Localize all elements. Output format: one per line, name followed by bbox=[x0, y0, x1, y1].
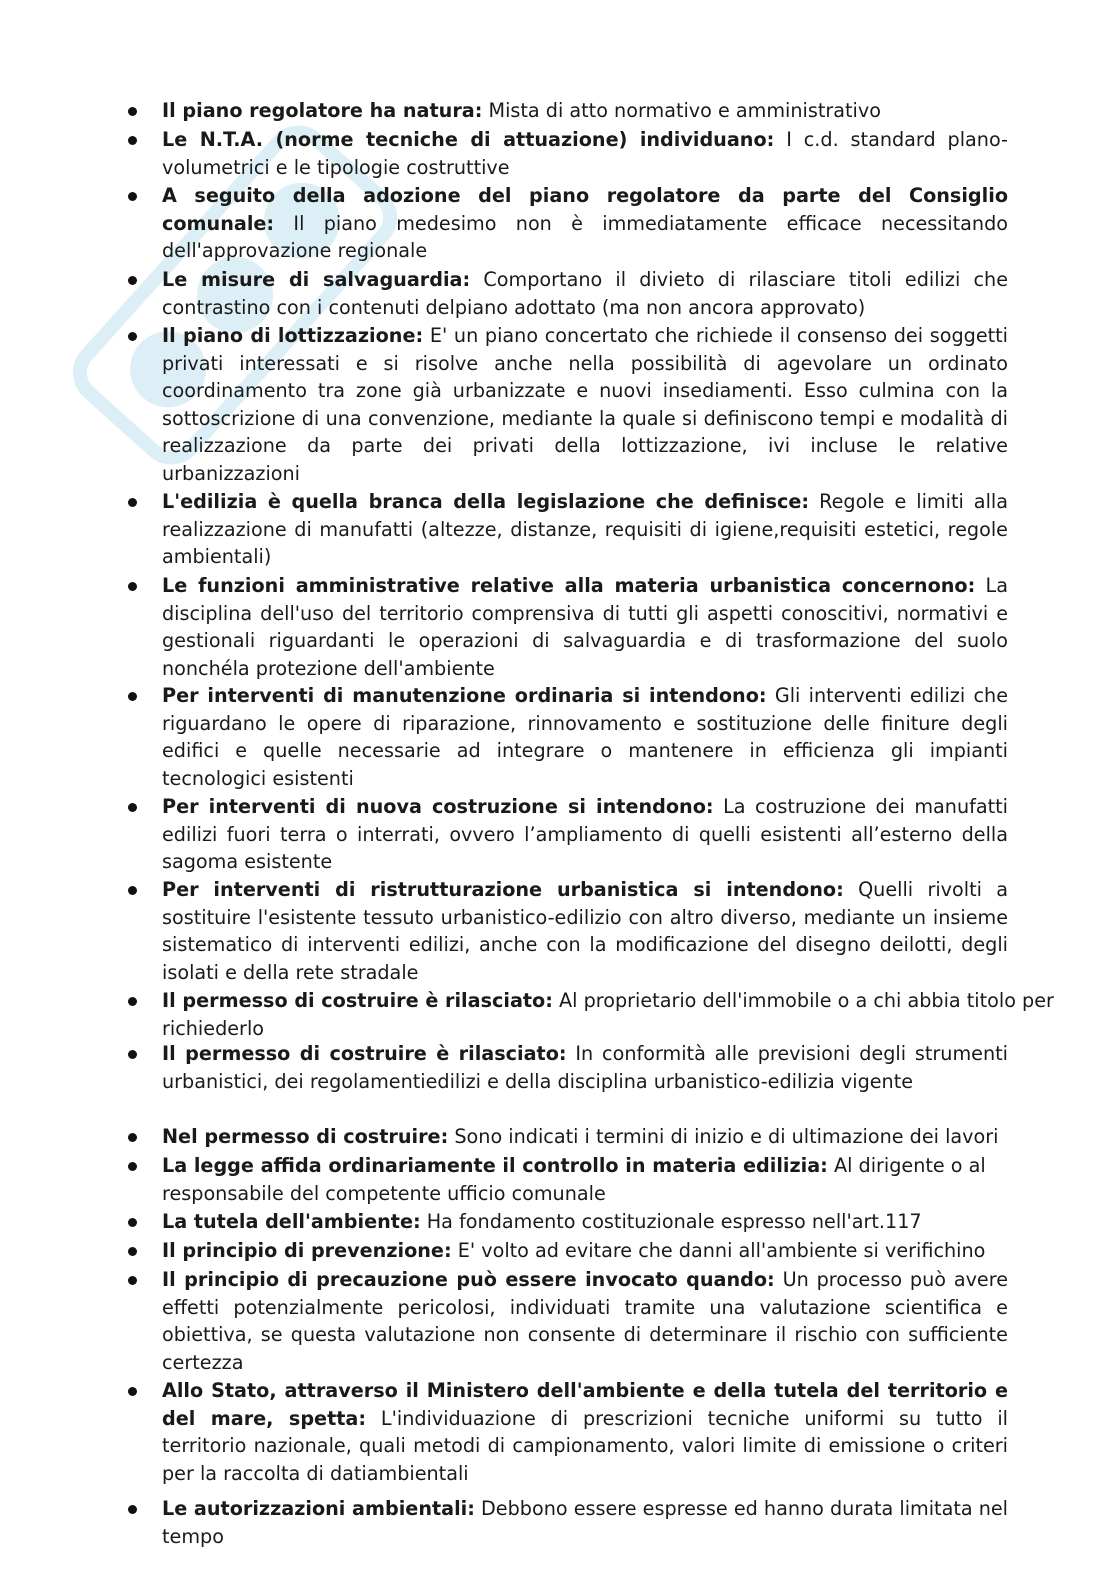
question-text: Per interventi di manutenzione ordinaria si intendono: bbox=[162, 684, 767, 707]
question-text: L'edilizia è quella branca della legislazione che definisce: bbox=[162, 490, 810, 513]
bullet-icon bbox=[128, 1276, 137, 1285]
answer-text: Ha fondamento costituzionale espresso nell'art.117 bbox=[426, 1210, 922, 1233]
bullet-icon bbox=[128, 107, 137, 116]
bullet-icon bbox=[128, 1050, 137, 1059]
answer-text: I c.d. standard plano-volumetrici e le tipologie costruttive bbox=[162, 128, 1008, 179]
list-item bbox=[162, 488, 1008, 571]
list-item bbox=[162, 97, 1008, 125]
bullet-icon bbox=[128, 192, 137, 201]
bullet-icon bbox=[128, 1247, 137, 1256]
bullet-icon bbox=[128, 803, 137, 812]
list-item bbox=[162, 1123, 1072, 1151]
list-item bbox=[162, 1237, 1072, 1265]
question-text: A seguito della adozione del piano regolatore da parte del Consiglio comunale: bbox=[162, 184, 1008, 235]
answer-text: Quelli rivolti a sostituire l'esistente tessuto urbanistico-edilizio con altro diverso, mediante un insieme sistematico di interventi edilizi, anche con la modificazione del disegno deilotti, degli isolati e della rete stradale bbox=[162, 878, 1008, 984]
answer-text: Mista di atto normativo e amministrativo bbox=[488, 99, 881, 122]
bullet-icon bbox=[128, 1162, 137, 1171]
bullet-icon bbox=[128, 1387, 137, 1396]
bullet-icon bbox=[128, 1505, 137, 1514]
answer-text: In conformità alle previsioni degli strumenti urbanistici, dei regolamentiedilizi e della disciplina urbanistico-edilizia vigente bbox=[162, 1042, 1008, 1093]
answer-text: Il piano medesimo non è immediatamente efficace necessitando dell'approvazione regionale bbox=[162, 211, 1008, 263]
list-item bbox=[162, 876, 1008, 986]
bullet-icon bbox=[128, 886, 137, 895]
bullet-icon bbox=[128, 582, 137, 591]
question-text: Le N.T.A. (norme tecniche di attuazione) individuano: bbox=[162, 128, 775, 151]
bullet-icon bbox=[128, 692, 137, 701]
bullet-icon bbox=[128, 997, 137, 1006]
answer-text: Gli interventi edilizi che riguardano le opere di riparazione, rinnovamento e sostituzione delle finiture degli edifici e quelle necessarie ad integrare o mantenere in efficienza gli impianti tecnologici esistenti bbox=[162, 684, 1008, 790]
question-text: La legge affida ordinariamente il controllo in materia edilizia: bbox=[162, 1154, 828, 1177]
bullet-icon bbox=[128, 1218, 137, 1227]
question-text: Per interventi di ristrutturazione urbanistica si intendono: bbox=[162, 878, 844, 901]
list-item bbox=[162, 126, 1008, 181]
question-text: Le autorizzazioni ambientali: bbox=[162, 1497, 475, 1520]
list-item bbox=[162, 682, 1008, 792]
list-item bbox=[162, 322, 1008, 488]
question-text: Nel permesso di costruire: bbox=[162, 1125, 449, 1148]
answer-text: E' volto ad evitare che danni all'ambiente si verifichino bbox=[457, 1239, 986, 1262]
answer-text: Sono indicati i termini di inizio e di ultimazione dei lavori bbox=[454, 1125, 999, 1148]
answer-text: Al proprietario dell'immobile o a chi abbia titolo per richiederlo bbox=[162, 989, 1054, 1040]
question-text: Le funzioni amministrative relative alla materia urbanistica concernono: bbox=[162, 574, 976, 597]
list-item bbox=[162, 793, 1008, 876]
question-text: Allo Stato, attraverso il Ministero dell'ambiente e della tutela del territorio e del mare, spetta: bbox=[162, 1379, 1008, 1430]
bullet-icon bbox=[128, 332, 137, 341]
answer-text: Regole e limiti alla realizzazione di manufatti (altezze, distanze, requisiti di igiene,requisiti estetici, regole ambientali) bbox=[162, 490, 1008, 569]
list-item bbox=[162, 1208, 1072, 1236]
answer-text: La costruzione dei manufatti edilizi fuori terra o interrati, ovvero l’ampliamento di quelli esistenti all’esterno della sagoma esistente bbox=[162, 795, 1008, 874]
list-item bbox=[162, 1495, 1072, 1550]
question-text: Il principio di prevenzione: bbox=[162, 1239, 452, 1262]
question-text: La tutela dell'ambiente: bbox=[162, 1210, 421, 1233]
list-item bbox=[162, 266, 1008, 321]
bullet-icon bbox=[128, 276, 137, 285]
bullet-icon bbox=[128, 498, 137, 507]
question-text: Il piano regolatore ha natura: bbox=[162, 99, 483, 122]
bullet-icon bbox=[128, 1133, 137, 1142]
list-item bbox=[162, 1377, 1008, 1487]
question-text: Il permesso di costruire è rilasciato: bbox=[162, 989, 553, 1012]
list-item bbox=[162, 182, 1008, 265]
answer-text: Comportano il divieto di rilasciare titoli edilizi che contrastino con i contenuti delpiano adottato (ma non ancora approvato) bbox=[162, 268, 1008, 319]
list-item bbox=[162, 987, 1072, 1042]
bullet-icon bbox=[128, 136, 137, 145]
question-text: Per interventi di nuova costruzione si intendono: bbox=[162, 795, 714, 818]
answer-text: Un processo può avere effetti potenzialmente pericolosi, individuati tramite una valutazione scientifica e obiettiva, se questa valutazione non consente di determinare il rischio con sufficiente certezza bbox=[162, 1268, 1009, 1374]
question-text: Le misure di salvaguardia: bbox=[162, 268, 471, 291]
list-item bbox=[162, 572, 1008, 682]
answer-text: E' un piano concertato che richiede il consenso dei soggetti privati interessati e si risolve anche nella possibilità di agevolare un ordinato coordinamento tra zone già urbanizzate e nuovi insediamenti. Esso culmina con la sottoscrizione di una convenzione, mediante la quale si definiscono tempi e modalità di realizzazione da parte dei privati della lottizzazione, ivi incluse le relative urbanizzazioni bbox=[162, 324, 1009, 485]
answer-text: L'individuazione di prescrizioni tecniche uniformi su tutto il territorio nazionale, quali metodi di campionamento, valori limite di emissione o criteri per la raccolta di datiambientali bbox=[162, 1406, 1008, 1485]
list-item bbox=[162, 1266, 1008, 1376]
question-text: Il piano di lottizzazione: bbox=[162, 324, 424, 347]
answer-text: La disciplina dell'uso del territorio comprensiva di tutti gli aspetti conoscitivi, normativi e gestionali riguardanti le operazioni di salvaguardia e di trasformazione del suolo nonchéla protezione dell'ambiente bbox=[162, 574, 1008, 680]
answer-text: Al dirigente o al responsabile del competente ufficio comunale bbox=[162, 1154, 986, 1205]
list-item bbox=[162, 1040, 1008, 1095]
question-text: Il principio di precauzione può essere invocato quando: bbox=[162, 1268, 775, 1291]
question-text: Il permesso di costruire è rilasciato: bbox=[162, 1042, 567, 1065]
answer-text: Debbono essere espresse ed hanno durata limitata nel tempo bbox=[162, 1497, 1009, 1548]
list-item bbox=[162, 1152, 1008, 1207]
